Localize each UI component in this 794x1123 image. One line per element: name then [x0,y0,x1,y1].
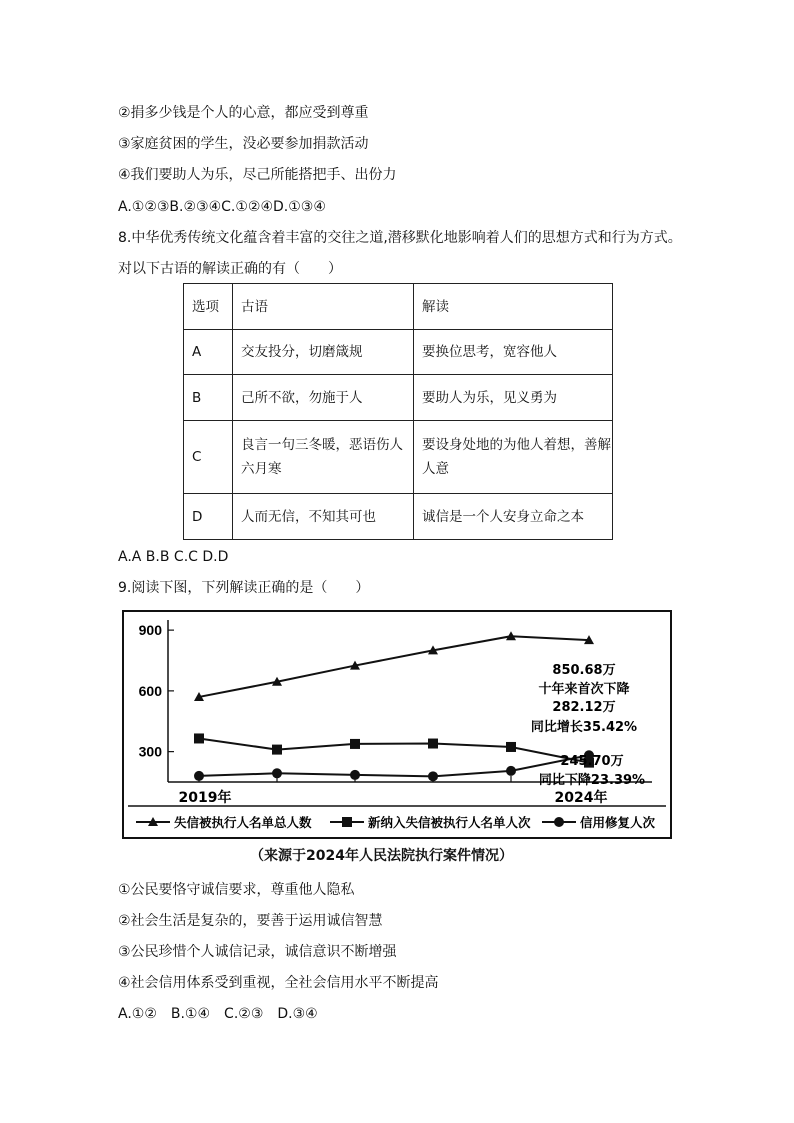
square-marker [506,742,516,752]
q8-answer-choices: A.A B.B C.C D.D [118,549,229,565]
y-tick-label: 900 [138,622,162,639]
circle-marker [272,768,282,778]
table-cell: 要设身处地的为他人着想，善解人意 [414,421,613,494]
legend-label: 信用修复人次 [580,815,656,830]
circle-marker [194,771,204,781]
circle-marker [350,770,360,780]
table-cell: 良言一句三冬暖，恶语伤人六月寒 [233,421,414,494]
legend-square-icon [342,817,352,827]
circle-marker [506,766,516,776]
table-cell: 要换位思考，宽容他人 [414,330,613,375]
circle-marker [428,771,438,781]
annotation-value: 245.70万 [560,754,624,769]
q8-stem-line1: 8.中华优秀传统文化蕴含着丰富的交往之道,潜移默化地影响着人们的思想方式和行为方式。 [118,230,682,246]
legend-label: 新纳入失信被执行人名单人次 [368,815,531,830]
table-cell: A [184,330,233,375]
table-cell: 人而无信，不知其可也 [233,494,414,540]
legend-label: 失信被执行人名单总人数 [174,815,312,830]
table-header-cell: 解读 [414,284,613,330]
q9-option-2: ②社会生活是复杂的，要善于运用诚信智慧 [118,913,383,929]
square-marker [350,739,360,749]
table-cell: D [184,494,233,540]
annotation-note: 同比增长35.42% [530,720,638,735]
table-header-row [184,284,613,330]
line-chart [122,610,672,840]
table-cell: 己所不欲，勿施于人 [233,375,414,421]
q9-option-1: ①公民要恪守诚信要求，尊重他人隐私 [118,882,355,898]
chart-caption: （来源于2024年人民法院执行案件情况） [250,848,513,864]
annotation-value: 850.68万 [552,663,616,678]
table-row [184,330,613,375]
series-line-triangle [199,636,589,697]
q7-option-2: ②捐多少钱是个人的心意，都应受到尊重 [118,105,369,121]
series-line-circle [199,755,589,776]
square-marker [428,739,438,749]
annotation-note: 十年来首次下降 [538,682,630,697]
q7-option-4: ④我们要助人为乐，尽己所能搭把手、出份力 [118,167,397,183]
q7-answer-choices: A.①②③B.②③④C.①②④D.①③④ [118,199,326,215]
y-tick-label: 600 [138,682,162,699]
table-row [184,421,613,494]
q8-stem-line2: 对以下古语的解读正确的有（ ） [118,261,342,277]
legend-circle-icon [554,817,564,827]
chart-svg [122,610,672,840]
q9-answer-choices: A.①② B.①④ C.②③ D.③④ [118,1006,318,1022]
table-cell: C [184,421,233,494]
table-cell: 交友投分，切磨箴规 [233,330,414,375]
x-tick-label: 2019年 [178,790,232,806]
annotation-value: 282.12万 [552,700,616,715]
table-cell: 要助人为乐，见义勇为 [414,375,613,421]
square-marker [194,733,204,743]
table-header-cell: 选项 [184,284,233,330]
q9-option-4: ④社会信用体系受到重视，全社会信用水平不断提高 [118,975,439,991]
q9-stem: 9.阅读下图，下列解读正确的是（ ） [118,580,370,596]
table-row [184,494,613,540]
annotation-note: 同比下降23.39% [538,773,646,788]
q9-option-3: ③公民珍惜个人诚信记录，诚信意识不断增强 [118,944,397,960]
x-tick-label: 2024年 [554,790,608,806]
table-header-cell: 古语 [233,284,414,330]
series-line-square [199,738,589,762]
table-cell: 诚信是一个人安身立命之本 [414,494,613,540]
y-tick-label: 300 [138,743,162,760]
table-row [184,375,613,421]
table-cell: B [184,375,233,421]
q7-option-3: ③家庭贫困的学生，没必要参加捐款活动 [118,136,369,152]
square-marker [272,745,282,755]
q8-table [183,283,613,540]
